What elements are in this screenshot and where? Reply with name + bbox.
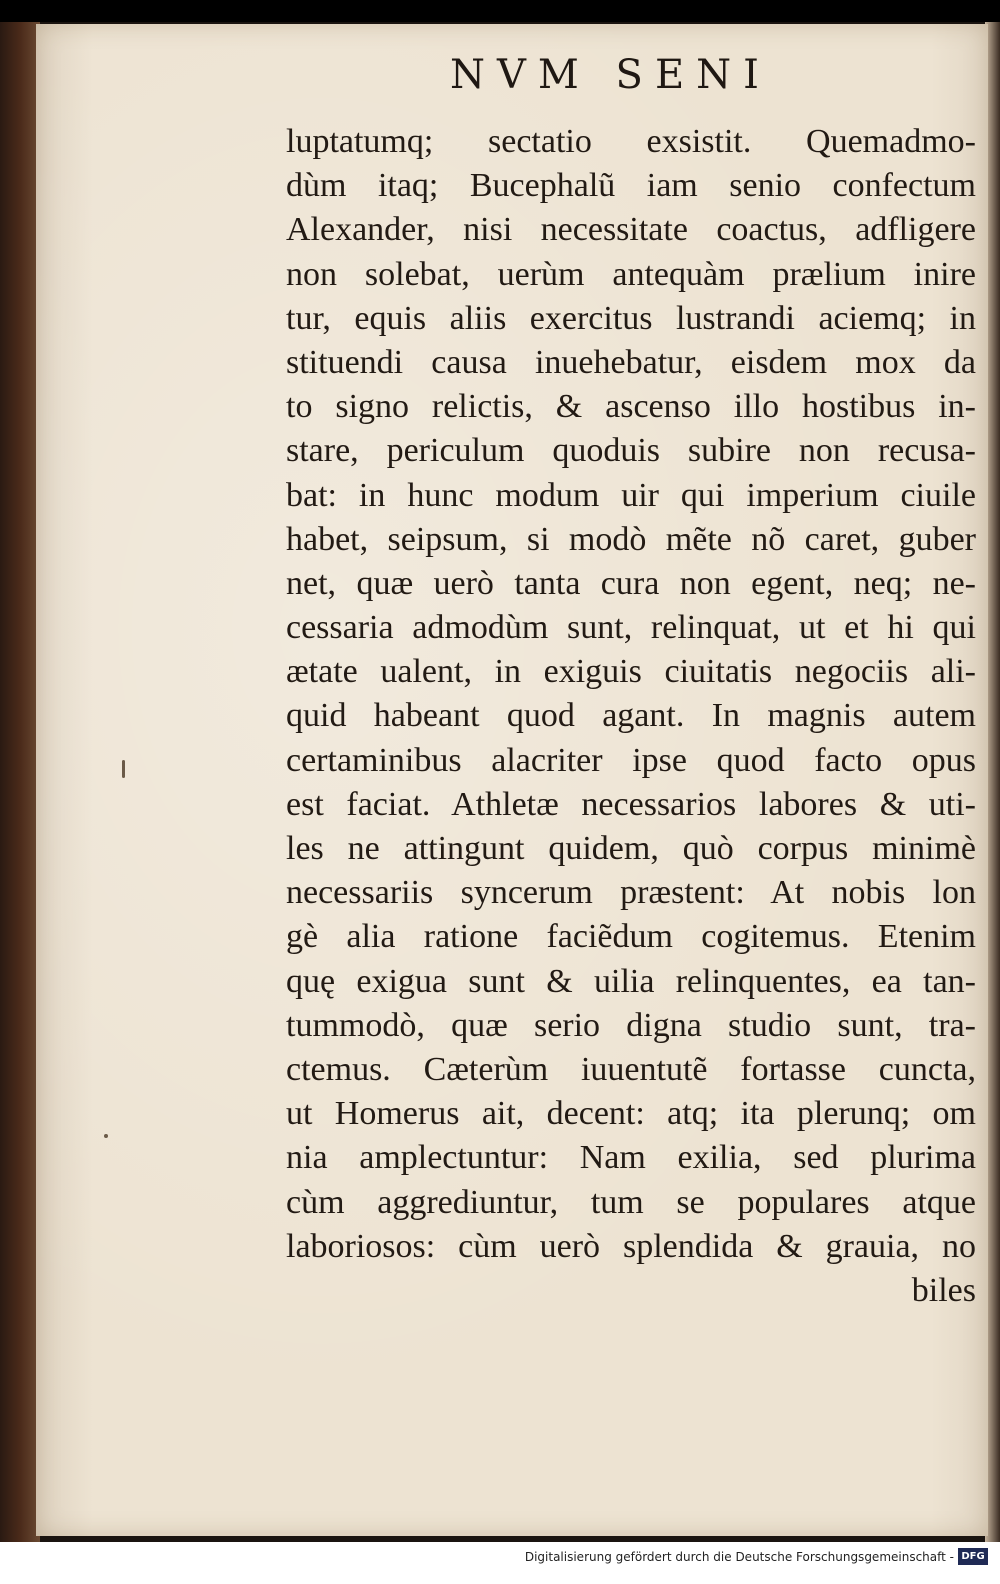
catchword: biles [911,1271,976,1309]
digitization-credit: Digitalisierung gefördert durch die Deutsche Forschungsgemeinschaft - [524,1550,954,1564]
text-line: ctemus. Cæterùm iuuentutẽ fortasse cuncta, [286,1050,976,1088]
text-line: quid habeant quod agant. In magnis autem [286,697,976,735]
text-line: les ne attingunt quidem, quò corpus minimè [286,830,976,867]
text-line: tummodò, quæ serio digna studio sunt, tra- [286,1006,976,1044]
text-line: gè alia ratione faciẽdum cogitemus. Etenim [286,918,976,956]
text-line: net, quæ uerò tanta cura non egent, neq; ne- [286,564,976,602]
paper-speck [122,760,125,778]
text-line: ut Homerus ait, decent: atq; ita plerunq; om [286,1095,976,1133]
text-line: laboriosos: cùm uerò splendida & grauia, no [286,1227,976,1265]
paper-speck [104,1134,108,1138]
text-line: habet, seipsum, si modò mẽte nõ caret, guber [286,520,976,558]
dfg-logo-icon: DFG [958,1548,988,1565]
text-line: tur, equis aliis exercitus lustrandi aciemq; in [286,299,976,337]
text-line: est faciat. Athletæ necessarios labores & uti- [286,785,976,823]
text-line: stituendi causa inuehebatur, eisdem mox da [286,343,976,381]
text-line: to signo relictis, & ascenso illo hostibus in- [286,388,976,426]
scan-top-border [0,0,1000,22]
text-line: dùm itaq; Bucephalũ iam senio confectum [286,167,976,205]
body-text [286,120,976,1313]
text-line: nia amplectuntur: Nam exilia, sed plurima [286,1139,976,1177]
text-line: stare, periculum quoduis subire non recusa- [286,432,976,470]
book-binding-edge [0,22,40,1542]
text-line: certaminibus alacriter ipse quod facto opus [286,741,976,779]
text-line: ætate ualent, in exiguis ciuitatis negociis ali- [286,653,976,691]
text-line: cùm aggrediuntur, tum se populares atque [286,1183,976,1221]
text-line: Alexander, nisi necessitate coactus, adfligere [286,211,976,249]
text-line: luptatumq; sectatio exsistit. Quemadmo- [286,123,976,160]
text-line: necessariis syncerum præstent: At nobis lon [286,874,976,912]
text-line: bat: in hunc modum uir qui imperium ciuile [286,476,976,514]
text-line: non solebat, uerùm antequàm prælium inire [286,255,976,293]
text-line: quę exigua sunt & uilia relinquentes, ea tan- [286,962,976,1000]
running-head: NVM SENI [450,52,771,98]
text-line: cessaria admodùm sunt, relinquat, ut et hi qui [286,609,976,647]
